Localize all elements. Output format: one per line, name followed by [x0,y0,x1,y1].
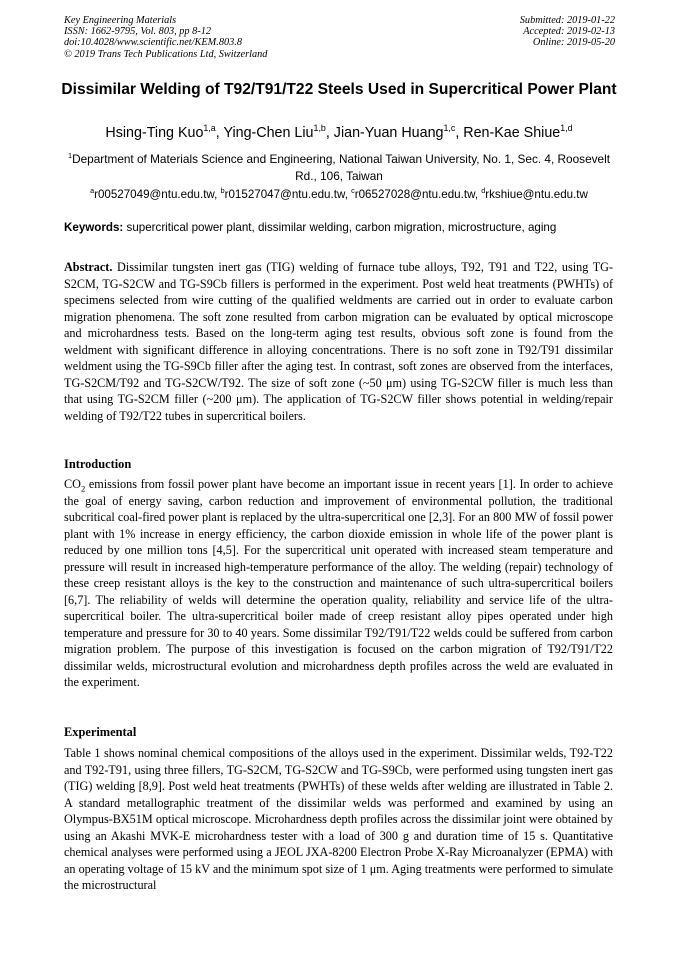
journal-header [64,15,267,60]
journal-name: Key Engineering Materials [64,15,177,26]
email-address[interactable]: r06527028@ntu.edu.tw [354,188,475,201]
author-name: Hsing-Ting Kuo [105,125,204,141]
introduction-body [64,476,613,691]
experimental-heading: Experimental [64,725,137,739]
author-name: Jian-Yuan Huang [333,125,444,141]
email-sup: a [90,186,95,196]
abstract [64,259,613,424]
abstract-text: Dissimilar tungsten inert gas (TIG) welding of furnace tube alloys, T92, T91 and T22, using TG-S2CM, TG-S2CW and TG-S9Cb fillers is performed in the experiment. Post weld heat treatments (PWHTs) of specimens selected from wire cutting of the qualified weldments are carried out in order to evaluate carbon migration phenomena. The soft zone resulted from carbon migration can be evaluated by optical microscope and microhardness tests. Based on the long-term aging test results, obvious soft zone is found from the weldment with significant difference in alloying concentrations. There is no soft zone in T92/T91 dissimilar weldment using the TG-S9Cb filler after the aging test. In contrast, soft zones are observed from the interfaces, TG-S2CM/T92 and TG-S2CW/T92. The size of soft zone (~50 μm) using TG-S2CW filler is much less than that using TG-S2CM filler (~200 μm). The application of TG-S2CW filler shows potential in welding/repair welding of T92/T22 tubes in supercritical boilers. [64,260,613,423]
author-sup: 1,d [560,123,573,134]
email-sup: c [351,186,355,196]
email-address[interactable]: rkshiue@ntu.edu.tw [485,188,588,201]
author-sup: 1,a [203,123,216,134]
affiliation [60,151,618,184]
doi-line[interactable]: doi:10.4028/www.scientific.net/KEM.803.8 [64,37,242,49]
dates-header [520,15,615,49]
affiliation-sup: 1 [68,151,73,161]
submitted-date: Submitted: 2019-01-22 [519,15,615,26]
keywords-text: supercritical power plant, dissimilar welding, carbon migration, microstructure, aging [126,221,557,234]
email-address[interactable]: r00527049@ntu.edu.tw [94,188,215,201]
abstract-label: Abstract. [64,260,113,274]
co2-text: CO [64,477,81,491]
author-name: Ren-Kae Shiue [463,125,561,141]
introduction-text: emissions from fossil power plant have become an important issue in recent years [1]. In order to achieve the goal of energy saving, carbon reduction and improvement of environmental pollution, the traditional subcritical coal-fired power plant is replaced by the ultra-supercritical one [2,3]. For an 800 MW of fossil power plant with 1% increase in energy efficiency, the carbon dioxide emission in whole life of the power plant is reduced by one million tons [4,5]. For the supercritical unit operated with increased steam temperature and pressure will result in increased high-temperature performance of the alloy. The welding (repair) technology of these creep resistant alloys is the key to the construction and maintenance of such ultra-supercritical boilers [6,7]. The reliability of welds will determine the operation quality, reliability and service life of the ultra-supercritical boiler. The ultra-supercritical boiler made of creep resistant alloy pipes operated under high temperature and pressure for 30 to 40 years. Some dissimilar T92/T91/T22 welds could be suffered from carbon migration problem. The purpose of this investigation is focused on the carbon migration of T92/T91/T22 dissimilar welds, microstructural evolution and microhardness depth profiles across the weld are evaluated in the experiment. [64,477,613,689]
email-sup: d [481,186,486,196]
email-sup: b [220,186,225,196]
paper-title: Dissimilar Welding of T92/T91/T22 Steels Used in Supercritical Power Plant [61,81,617,98]
introduction-heading: Introduction [64,457,132,471]
keywords [64,221,624,235]
author-sup: 1,b [313,123,326,134]
copyright-line: © 2019 Trans Tech Publications Ltd, Switzerland [64,48,268,60]
author-name: Ying-Chen Liu [223,125,314,141]
email-list: $^a$r00527049@ntu.edu.tw, $^b$r01527047@ntu.edu.tw, $^c$r06527028@ntu.edu.tw, $^d$rkshiue@ntu.edu.tw [90,186,588,201]
online-date: Online: 2019-05-20 [532,37,615,49]
co2-subscript: 2 [80,483,86,494]
accepted-date: Accepted: 2019-02-13 [523,26,615,38]
issn-line: ISSN: 1662-9795, Vol. 803, pp 8-12 [64,26,212,38]
author-sup: 1,c [443,123,456,134]
experimental-body: Table 1 shows nominal chemical compositions of the alloys used in the experiment. Dissimilar welds, T92-T22 and T92-T91, using three fillers, TG-S2CM, TG-S2CW and TG-S9Cb, were performed using tungsten inert gas (TIG) welding [8,9]. Post weld heat treatments (PWHTs) of these welds after welding are illustrated in Table 2. A standard metallographic treatment of the dissimilar welds was performed and examined by using an Olympus-BX51M optical microscope. Microhardness depth profiles across the dissimilar joint were obtained by using an Akashi MVK-E microhardness tester with a load of 300 g and duration time of 15 s. Quantitative chemical analyses were performed using a JEOL JXA-8200 Electron Probe X-Ray Microanalyzer (EPMA) with an operating voltage of 15 kV and the minimum spot size of 1 μm. Aging treatments were performed to simulate the microstructural [64,746,613,892]
author-list: Hsing-Ting Kuo$^{1,a}$, Ying-Chen Liu$^{1,b}$, Jian-Yuan Huang$^{1,c}$, Ren-Kae Shiue$^{1,d}$ [105,123,573,141]
email-address[interactable]: r01527047@ntu.edu.tw [224,188,345,201]
affiliation-text: Department of Materials Science and Engineering, National Taiwan University, No. 1, Sec. 4, Roosevelt Rd., 106, Taiwan [72,152,610,183]
keywords-label: Keywords: [64,221,124,234]
